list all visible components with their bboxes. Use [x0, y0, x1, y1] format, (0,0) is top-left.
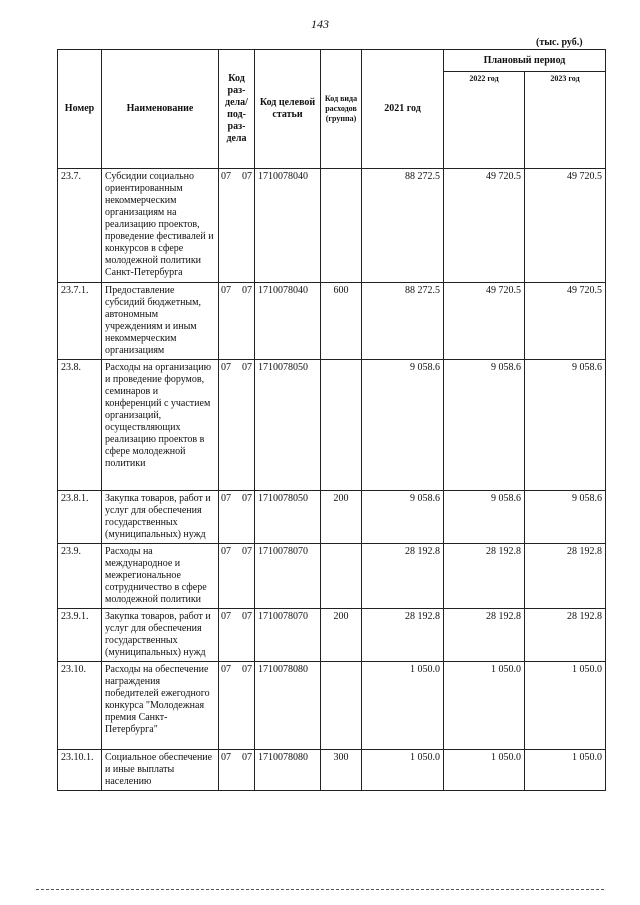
- table-row: [58, 662, 606, 750]
- section-code: 07: [221, 493, 231, 504]
- section-code: 07: [221, 752, 231, 763]
- row-expense-type: [321, 360, 362, 491]
- row-name: Расходы на обеспечение награждения победителей ежегодного конкурса "Молодежная премия Санкт-Петербурга": [102, 662, 219, 750]
- row-section: [219, 609, 255, 662]
- row-expense-type: 600: [321, 283, 362, 360]
- row-name: Субсидии социально ориентированным некоммерческим организациям на реализацию проектов, проведение фестивалей и конкурсов в сфере молодежной политики Санкт-Петербурга: [102, 169, 219, 283]
- row-expense-type: [321, 169, 362, 283]
- row-amount-2021: 9 058.6: [362, 491, 444, 544]
- row-section: [219, 491, 255, 544]
- row-number: 23.9.1.: [58, 609, 102, 662]
- row-amount-2023: 1 050.0: [525, 662, 606, 750]
- header-2022: 2022 год: [444, 72, 525, 169]
- row-target-code: 1710078080: [255, 662, 321, 750]
- row-amount-2022: 1 050.0: [444, 750, 525, 791]
- row-target-code: 1710078050: [255, 491, 321, 544]
- header-target: Код целевой статьи: [255, 50, 321, 169]
- subsection-code: 07: [242, 285, 252, 296]
- row-amount-2021: 9 058.6: [362, 360, 444, 491]
- header-planned-period: Плановый период: [444, 50, 606, 72]
- row-amount-2021: 88 272.5: [362, 169, 444, 283]
- table-row: [58, 544, 606, 609]
- page-number: 143: [311, 17, 329, 31]
- row-number: 23.10.: [58, 662, 102, 750]
- table-row: [58, 491, 606, 544]
- row-target-code: 1710078040: [255, 169, 321, 283]
- subsection-code: 07: [242, 546, 252, 557]
- row-name: Закупка товаров, работ и услуг для обеспечения государственных (муниципальных) нужд: [102, 609, 219, 662]
- header-2023: 2023 год: [525, 72, 606, 169]
- row-amount-2023: 49 720.5: [525, 283, 606, 360]
- subsection-code: 07: [242, 493, 252, 504]
- row-number: 23.7.1.: [58, 283, 102, 360]
- row-name: Социальное обеспечение и иные выплаты населению: [102, 750, 219, 791]
- row-amount-2021: 1 050.0: [362, 662, 444, 750]
- row-expense-type: [321, 544, 362, 609]
- section-code: 07: [221, 362, 231, 373]
- row-amount-2022: 1 050.0: [444, 662, 525, 750]
- row-expense-type: 200: [321, 609, 362, 662]
- table-row: [58, 360, 606, 491]
- table-row: [58, 283, 606, 360]
- row-number: 23.7.: [58, 169, 102, 283]
- row-amount-2023: 28 192.8: [525, 609, 606, 662]
- row-number: 23.8.1.: [58, 491, 102, 544]
- row-section: [219, 662, 255, 750]
- row-expense-type: 300: [321, 750, 362, 791]
- row-section: [219, 360, 255, 491]
- section-code: 07: [221, 285, 231, 296]
- row-number: 23.9.: [58, 544, 102, 609]
- row-amount-2023: 1 050.0: [525, 750, 606, 791]
- row-target-code: 1710078070: [255, 609, 321, 662]
- header-section: Код раз-дела/ под-раз-дела: [219, 50, 255, 169]
- row-target-code: 1710078080: [255, 750, 321, 791]
- row-section: [219, 750, 255, 791]
- row-amount-2021: 1 050.0: [362, 750, 444, 791]
- table-row: [58, 750, 606, 791]
- row-amount-2022: 28 192.8: [444, 544, 525, 609]
- row-number: 23.8.: [58, 360, 102, 491]
- subsection-code: 07: [242, 171, 252, 182]
- row-amount-2021: 28 192.8: [362, 544, 444, 609]
- section-code: 07: [221, 664, 231, 675]
- row-section: [219, 283, 255, 360]
- row-amount-2023: 28 192.8: [525, 544, 606, 609]
- row-expense-type: 200: [321, 491, 362, 544]
- subsection-code: 07: [242, 362, 252, 373]
- header-row: [58, 50, 606, 72]
- row-target-code: 1710078070: [255, 544, 321, 609]
- header-number: Номер: [58, 50, 102, 169]
- row-number: 23.10.1.: [58, 750, 102, 791]
- row-amount-2021: 28 192.8: [362, 609, 444, 662]
- row-amount-2021: 88 272.5: [362, 283, 444, 360]
- section-code: 07: [221, 611, 231, 622]
- table-row: [58, 169, 606, 283]
- row-amount-2022: 9 058.6: [444, 491, 525, 544]
- row-expense-type: [321, 662, 362, 750]
- header-2021: 2021 год: [362, 50, 444, 169]
- row-name: Предоставление субсидий бюджетным, автономным учреждениям и иным некоммерческим организациям: [102, 283, 219, 360]
- section-code: 07: [221, 546, 231, 557]
- row-name: Расходы на организацию и проведение форумов, семинаров и конференций с участием организаций, осуществляющих реализацию проектов в сфере молодежной политики: [102, 360, 219, 491]
- row-section: [219, 544, 255, 609]
- row-target-code: 1710078050: [255, 360, 321, 491]
- row-amount-2023: 9 058.6: [525, 360, 606, 491]
- subsection-code: 07: [242, 611, 252, 622]
- subsection-code: 07: [242, 752, 252, 763]
- row-name: Расходы на международное и межрегиональное сотрудничество в сфере молодежной политики: [102, 544, 219, 609]
- table-row: [58, 609, 606, 662]
- row-amount-2022: 28 192.8: [444, 609, 525, 662]
- row-section: [219, 169, 255, 283]
- row-target-code: 1710078040: [255, 283, 321, 360]
- units-label: (тыс. руб.): [536, 37, 583, 48]
- budget-table: [57, 49, 606, 791]
- row-amount-2023: 9 058.6: [525, 491, 606, 544]
- header-name: Наименование: [102, 50, 219, 169]
- row-amount-2022: 49 720.5: [444, 283, 525, 360]
- header-expense-type: Код вида расходов (группа): [321, 50, 362, 169]
- section-code: 07: [221, 171, 231, 182]
- row-name: Закупка товаров, работ и услуг для обеспечения государственных (муниципальных) нужд: [102, 491, 219, 544]
- row-amount-2022: 9 058.6: [444, 360, 525, 491]
- subsection-code: 07: [242, 664, 252, 675]
- row-amount-2022: 49 720.5: [444, 169, 525, 283]
- page-bottom-rule: [36, 889, 604, 890]
- row-amount-2023: 49 720.5: [525, 169, 606, 283]
